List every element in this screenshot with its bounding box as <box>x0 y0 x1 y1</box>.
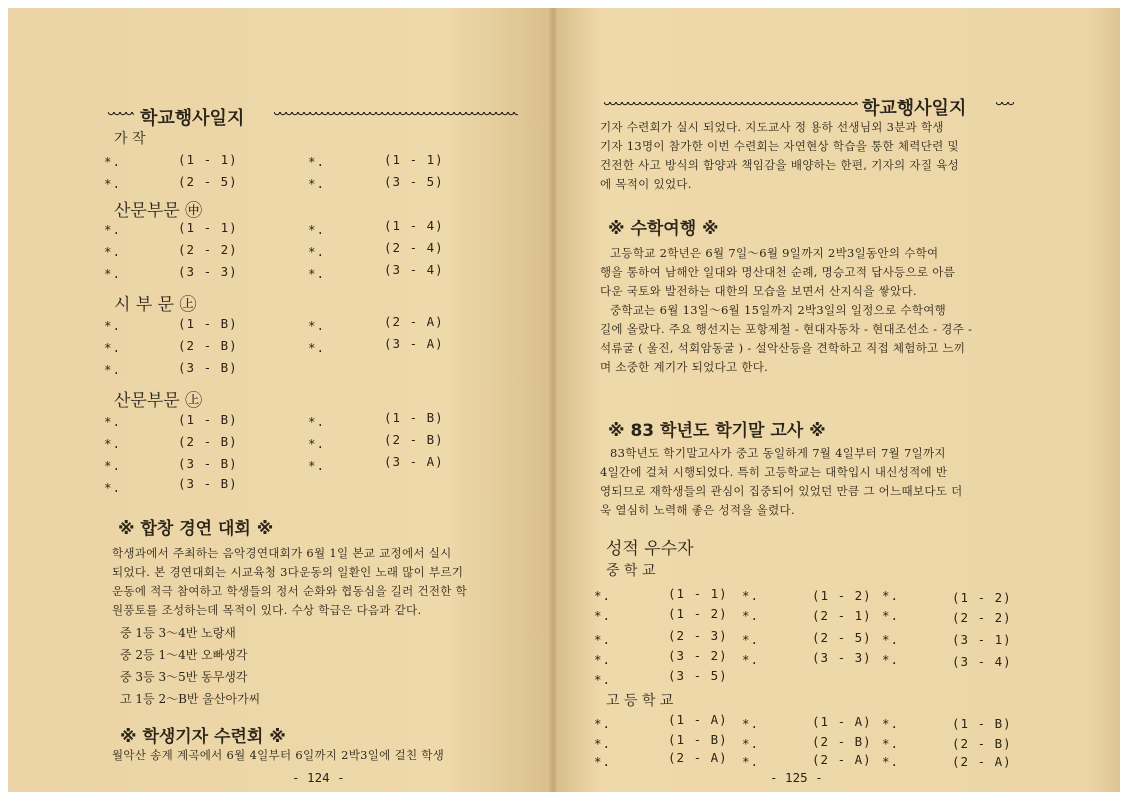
trip-title: ※ 수학여행 ※ <box>608 219 719 239</box>
header-wavy-rule-left <box>604 102 858 108</box>
mark: *. <box>594 672 612 687</box>
mark: *. <box>104 244 122 259</box>
reporter-title: ※ 학생기자 수련회 ※ <box>120 727 286 747</box>
high-school-label: 고 등 학 교 <box>606 693 674 709</box>
mark: *. <box>308 340 326 355</box>
class-code: (1 - A) <box>812 714 872 729</box>
text-line: 월악산 송계 계곡에서 6월 4일부터 6일까지 2박3일에 걸친 학생 <box>112 748 445 762</box>
right-page <box>556 8 1120 792</box>
class-code: (3 - 5) <box>668 668 728 683</box>
class-code: (2 - B) <box>952 736 1012 751</box>
mark: *. <box>882 754 900 769</box>
text-line: 83학년도 학기말고사가 중고 동일하게 7월 4일부터 7월 7일까지 <box>610 446 946 460</box>
mark: *. <box>308 414 326 429</box>
class-code: (2 - 2) <box>952 610 1012 625</box>
class-code: (3 - B) <box>178 360 238 375</box>
mark: *. <box>742 716 760 731</box>
mark: *. <box>104 154 122 169</box>
class-code: (3 - 3) <box>812 650 872 665</box>
left-page-header: 학교행사일지 <box>140 108 245 129</box>
class-code: (3 - 4) <box>384 262 444 277</box>
header-wavy-rule-left <box>108 112 134 118</box>
mark: *. <box>308 266 326 281</box>
class-code: (2 - B) <box>178 338 238 353</box>
mark: *. <box>882 652 900 667</box>
class-code: (1 - 1) <box>668 586 728 601</box>
mark: *. <box>882 588 900 603</box>
mark: *. <box>308 176 326 191</box>
mark: *. <box>594 736 612 751</box>
mark: *. <box>104 176 122 191</box>
choir-title: ※ 합창 경연 대회 ※ <box>118 519 274 539</box>
class-code: (1 - 2) <box>952 590 1012 605</box>
class-code: (2 - A) <box>952 754 1012 769</box>
class-code: (3 - B) <box>178 476 238 491</box>
class-code: (2 - 1) <box>812 608 872 623</box>
mark: *. <box>104 222 122 237</box>
class-code: (2 - 5) <box>178 174 238 189</box>
mark: *. <box>594 588 612 603</box>
mark: *. <box>742 652 760 667</box>
mark: *. <box>104 318 122 333</box>
mark: *. <box>594 652 612 667</box>
mark: *. <box>594 754 612 769</box>
mark: *. <box>104 340 122 355</box>
page-number-left: - 124 - <box>292 770 345 785</box>
group-2-label: 시 부 문 ㊤ <box>114 295 197 315</box>
mark: *. <box>742 754 760 769</box>
text-line: 욱 열심히 노력해 좋은 성적을 올렸다. <box>600 503 795 517</box>
mark: *. <box>742 632 760 647</box>
text-line: 행을 통하여 남해안 일대와 명산대천 순례, 명승고적 답사등으로 아름 <box>600 265 956 279</box>
mark: *. <box>308 458 326 473</box>
mark: *. <box>104 362 122 377</box>
intro-label: 가 작 <box>114 131 146 147</box>
text-line: 학생과에서 주최하는 음악경연대회가 6월 1일 본교 교정에서 실시 <box>112 546 452 560</box>
class-code: (1 - 2) <box>668 606 728 621</box>
choir-paragraph <box>112 544 467 620</box>
mark: *. <box>882 608 900 623</box>
class-code: (3 - 5) <box>384 174 444 189</box>
group-1-label: 산문부문 ㊥ <box>114 201 203 221</box>
mark: *. <box>308 222 326 237</box>
mark: *. <box>742 736 760 751</box>
mark: *. <box>594 608 612 623</box>
text-line: 고등학교 2학년은 6월 7일～6월 9일까지 2박3일동안의 수학여 <box>610 246 939 260</box>
class-code: (3 - A) <box>384 454 444 469</box>
class-code: (2 - A) <box>668 750 728 765</box>
mark: *. <box>882 716 900 731</box>
group-3-label: 산문부문 ㊤ <box>114 391 203 411</box>
reporter-paragraph <box>112 746 444 765</box>
class-code: (1 - B) <box>384 410 444 425</box>
text-line: 중학교는 6월 13일～6월 15일까지 2박3일의 일정으로 수학여행 <box>610 303 947 317</box>
class-code: (3 - 4) <box>952 654 1012 669</box>
mark: *. <box>882 632 900 647</box>
text-line: 되었다. 본 경연대회는 시교육청 3다운동의 일환인 노래 많이 부르기 <box>112 565 464 579</box>
award-line: 중 1등 3～4반 노랑새 <box>120 626 236 640</box>
class-code: (1 - A) <box>668 712 728 727</box>
mark: *. <box>308 154 326 169</box>
right-page-header: 학교행사일지 <box>862 98 967 119</box>
header-wavy-rule-right <box>274 112 518 118</box>
open-book <box>8 8 1120 792</box>
honors-title: 성적 우수자 <box>606 539 694 559</box>
header-wavy-rule-right <box>996 102 1014 108</box>
text-line: 기자 수련회가 실시 되었다. 지도교사 정 용하 선생님외 3분과 학생 <box>600 120 944 134</box>
reporter-continued-paragraph <box>600 118 959 194</box>
text-line: 다운 국토와 발전하는 대한의 모습을 보면서 산지식을 쌓았다. <box>600 284 917 298</box>
exam-paragraph <box>600 444 963 520</box>
mark: *. <box>104 414 122 429</box>
mark: *. <box>308 436 326 451</box>
class-code: (1 - B) <box>668 732 728 747</box>
mark: *. <box>882 736 900 751</box>
class-code: (2 - A) <box>812 752 872 767</box>
class-code: (1 - 4) <box>384 218 444 233</box>
mark: *. <box>308 318 326 333</box>
class-code: (2 - 5) <box>812 630 872 645</box>
class-code: (1 - B) <box>178 316 238 331</box>
mark: *. <box>594 632 612 647</box>
left-page <box>8 8 554 792</box>
class-code: (1 - B) <box>952 716 1012 731</box>
mark: *. <box>594 716 612 731</box>
text-line: 건전한 사고 방식의 함양과 책임감을 배양하는 한편, 기자의 자질 육성 <box>600 158 960 172</box>
class-code: (3 - 3) <box>178 264 238 279</box>
mark: *. <box>104 458 122 473</box>
mark: *. <box>104 266 122 281</box>
text-line: 운동에 적극 참여하고 학생들의 정서 순화와 협동심을 길러 건전한 학 <box>112 584 468 598</box>
mark: *. <box>742 588 760 603</box>
class-code: (2 - B) <box>384 432 444 447</box>
class-code: (1 - 1) <box>178 220 238 235</box>
class-code: (3 - 1) <box>952 632 1012 647</box>
class-code: (1 - 1) <box>178 152 238 167</box>
text-line: 길에 올랐다. 주요 행선지는 포항제철 - 현대자동차 - 현대조선소 - 경주 - <box>600 322 973 336</box>
award-line: 고 1등 2～B반 울산아가씨 <box>120 692 261 706</box>
text-line: 4일간에 걸쳐 시행되었다. 특히 고등학교는 대학입시 내신성적에 반 <box>600 465 948 479</box>
text-line: 기자 13명이 참가한 이번 수련회는 자연현상 학습을 통한 체력단련 및 <box>600 139 959 153</box>
text-line: 석류굴 ( 울진, 석회암동굴 ) - 설악산등을 견학하고 직접 체험하고 느끼 <box>600 341 966 355</box>
page-number-right: - 125 - <box>770 770 823 785</box>
class-code: (2 - 3) <box>668 628 728 643</box>
class-code: (1 - B) <box>178 412 238 427</box>
text-line: 며 소중한 계기가 되었다고 한다. <box>600 360 769 374</box>
text-line: 에 목적이 있었다. <box>600 177 692 191</box>
exam-title: ※ 83 학년도 학기말 고사 ※ <box>608 421 826 441</box>
text-line: 원풍토를 조성하는데 목적이 있다. 수상 학급은 다음과 같다. <box>112 603 422 617</box>
class-code: (3 - B) <box>178 456 238 471</box>
text-line: 영되므로 재학생들의 관심이 집중되어 있었던 만큼 그 어느때보다도 더 <box>600 484 963 498</box>
mark: *. <box>742 608 760 623</box>
mark: *. <box>104 436 122 451</box>
mark: *. <box>104 480 122 495</box>
award-line: 중 2등 1～4반 오빠생각 <box>120 648 248 662</box>
class-code: (1 - 1) <box>384 152 444 167</box>
award-line: 중 3등 3～5반 동무생각 <box>120 670 248 684</box>
mark: *. <box>308 244 326 259</box>
class-code: (2 - 4) <box>384 240 444 255</box>
class-code: (1 - 2) <box>812 588 872 603</box>
class-code: (3 - A) <box>384 336 444 351</box>
class-code: (3 - 2) <box>668 648 728 663</box>
middle-school-label: 중 학 교 <box>606 563 656 579</box>
class-code: (2 - B) <box>178 434 238 449</box>
class-code: (2 - 2) <box>178 242 238 257</box>
class-code: (2 - A) <box>384 314 444 329</box>
class-code: (2 - B) <box>812 734 872 749</box>
trip-paragraph <box>600 244 972 377</box>
